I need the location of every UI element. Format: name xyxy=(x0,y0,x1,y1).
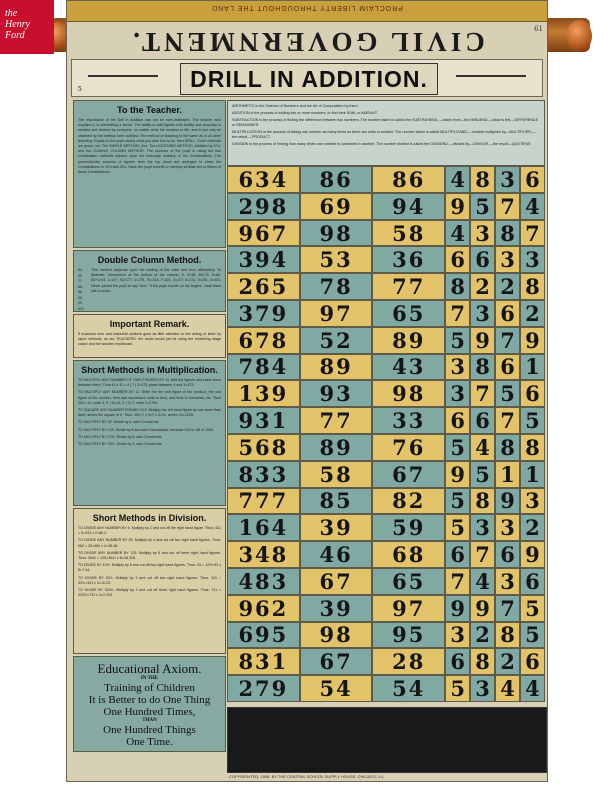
axiom-than: THAN xyxy=(142,718,157,723)
number-cell: 6 xyxy=(445,246,470,273)
logo-line: Henry xyxy=(5,19,30,30)
axiom-line: One Time. xyxy=(126,736,173,748)
number-cell: 93 xyxy=(300,380,373,407)
right-column xyxy=(227,100,545,702)
addition-drill-grid xyxy=(227,166,545,702)
number-cell: 265 xyxy=(227,273,300,300)
axiom-title: Educational Axiom. xyxy=(97,661,202,676)
number-cell: 8 xyxy=(495,220,520,247)
number-cell: 98 xyxy=(300,220,373,247)
number-cell: 2 xyxy=(470,273,495,300)
number-cell: 65 xyxy=(372,300,445,327)
number-cell: 9 xyxy=(470,595,495,622)
grid-row xyxy=(227,407,545,434)
number-cell: 678 xyxy=(227,327,300,354)
number-cell: 67 xyxy=(372,461,445,488)
logo-line: the xyxy=(5,8,18,19)
logo-line: Ford xyxy=(5,30,25,41)
number-cell: 59 xyxy=(372,514,445,541)
number-cell: 6 xyxy=(470,246,495,273)
rule-text: TO DIVIDE BY 333⅓. Multiply by 3 and cut off three right hand figures. Thus: 731 = 333⅓=731 x 3=2.193. xyxy=(78,588,221,598)
example-numbers: 64 39 77 68 98 36 29 431 xyxy=(78,268,84,311)
number-cell: 8 xyxy=(495,434,520,461)
number-cell: 94 xyxy=(372,193,445,220)
number-cell: 97 xyxy=(300,300,373,327)
number-cell: 5 xyxy=(445,434,470,461)
number-cell: 164 xyxy=(227,514,300,541)
number-cell: 65 xyxy=(372,568,445,595)
number-cell: 85 xyxy=(300,488,373,515)
double-column-section xyxy=(73,250,226,312)
number-cell: 9 xyxy=(495,488,520,515)
number-cell: 348 xyxy=(227,541,300,568)
axiom-line: One Hundred Things xyxy=(103,724,196,736)
number-cell: 43 xyxy=(372,354,445,381)
ornament-left xyxy=(88,75,158,77)
number-cell: 58 xyxy=(300,461,373,488)
remark-section xyxy=(73,314,226,358)
number-cell: 6 xyxy=(520,648,545,675)
definition-text: ADDITION is the process of adding two or more numbers, to find their SUM, or AMOUNT. xyxy=(232,111,378,115)
number-cell: 8 xyxy=(445,273,470,300)
number-cell: 4 xyxy=(470,434,495,461)
page-number-top: 61 xyxy=(534,25,543,33)
number-cell: 6 xyxy=(520,568,545,595)
number-cell: 394 xyxy=(227,246,300,273)
number-cell: 8 xyxy=(470,488,495,515)
number-cell: 95 xyxy=(372,622,445,649)
number-cell: 5 xyxy=(470,461,495,488)
number-cell: 3 xyxy=(495,246,520,273)
number-cell: 3 xyxy=(520,246,545,273)
number-cell: 6 xyxy=(495,541,520,568)
top-decorative-strip xyxy=(67,1,547,22)
grid-row xyxy=(227,220,545,247)
number-cell: 78 xyxy=(300,273,373,300)
number-cell: 3 xyxy=(470,514,495,541)
number-cell: 7 xyxy=(445,300,470,327)
strip-text: PROCLAIM LIBERTY THROUGHOUT THE LAND xyxy=(211,4,403,11)
number-cell: 695 xyxy=(227,622,300,649)
rule-text: TO DIVIDE ANY NUMBER BY 25. Multiply by 4 and cut off two right hand figures. Thus: 962 = 25=962 x 4=38.48. xyxy=(78,538,221,548)
number-cell: 4 xyxy=(445,166,470,193)
number-cell: 69 xyxy=(300,193,373,220)
number-cell: 77 xyxy=(372,273,445,300)
number-cell: 8 xyxy=(470,166,495,193)
number-cell: 3 xyxy=(470,300,495,327)
grid-row xyxy=(227,648,545,675)
number-cell: 139 xyxy=(227,380,300,407)
number-cell: 5 xyxy=(445,675,470,702)
ornament-right xyxy=(456,75,526,77)
wall-chart-poster xyxy=(66,0,548,782)
number-cell: 1 xyxy=(520,461,545,488)
grid-row xyxy=(227,675,545,702)
number-cell: 98 xyxy=(300,622,373,649)
number-cell: 2 xyxy=(470,622,495,649)
number-cell: 89 xyxy=(372,327,445,354)
number-cell: 568 xyxy=(227,434,300,461)
rule-text: TO MULTIPLY ANY NUMBER BY 11. Write the the unit figure of the product, the unit figure of the number, then add successive units to tens, and tens to hundreds, etc. Thus 254 x 11: write 4, 9 + 5=14, 2 + 5=7, write 2=2794. xyxy=(78,390,221,405)
number-cell: 46 xyxy=(300,541,373,568)
educational-axiom xyxy=(73,656,226,752)
number-cell: 8 xyxy=(520,273,545,300)
number-cell: 76 xyxy=(372,434,445,461)
rule-text: TO DIVIDE BY 33⅓. Multiply by 3 and cut off two right hand figures. Thus: 341 = 33⅓=341 x 3=10.23. xyxy=(78,575,221,585)
number-cell: 9 xyxy=(470,327,495,354)
number-cell: 8 xyxy=(495,622,520,649)
number-cell: 4 xyxy=(520,675,545,702)
number-cell: 6 xyxy=(520,380,545,407)
definitions-box xyxy=(227,100,545,166)
axiom-line: One Hundred Times, xyxy=(103,706,196,718)
number-cell: 3 xyxy=(445,622,470,649)
definition-text: DIVISION is the process of finding how many times one number is contained in another. The number divided is called the DIVIDEND,—divided by—DIVISOR,—the result—QUOTIENT. xyxy=(232,142,532,146)
number-cell: 4 xyxy=(470,568,495,595)
grid-row xyxy=(227,327,545,354)
number-cell: 7 xyxy=(470,380,495,407)
rules-list xyxy=(78,378,221,447)
title-band xyxy=(71,59,543,97)
number-cell: 36 xyxy=(372,246,445,273)
number-cell: 89 xyxy=(300,354,373,381)
number-cell: 3 xyxy=(445,380,470,407)
rule-text: TO DIVIDE ANY NUMBER BY 5. Multiply by 2 and cut off the right hand figure. Thus: 431 = 5=431 x 2=86.2. xyxy=(78,526,221,536)
rules-list xyxy=(78,526,221,598)
number-cell: 962 xyxy=(227,595,300,622)
section-title: Short Methods in Multiplication. xyxy=(81,365,218,375)
number-cell: 3 xyxy=(495,568,520,595)
number-cell: 7 xyxy=(495,595,520,622)
number-cell: 7 xyxy=(495,407,520,434)
section-title: Short Methods in Division. xyxy=(92,513,207,523)
number-cell: 5 xyxy=(495,380,520,407)
number-cell: 3 xyxy=(495,514,520,541)
number-cell: 931 xyxy=(227,407,300,434)
number-cell: 54 xyxy=(372,675,445,702)
number-cell: 5 xyxy=(520,407,545,434)
section-body: This method depends upon the adding of the units and tens alternately. To illustrate: Commence at the bottom of the column; 9, 8=38, 68=75, 8=83, 83+1=93, 1=107, 93=177, 1=179, 75=214, 7=221, 4=227, 6=231, 9=251, 4=431. Never permit the pupil to say "and." If the pupil counts on his fingers, mark them with a cross. xyxy=(91,268,221,293)
number-cell: 9 xyxy=(445,193,470,220)
number-cell: 82 xyxy=(372,488,445,515)
number-cell: 967 xyxy=(227,220,300,247)
number-cell: 9 xyxy=(520,327,545,354)
grid-row xyxy=(227,273,545,300)
number-cell: 3 xyxy=(495,166,520,193)
grid-row xyxy=(227,488,545,515)
number-cell: 9 xyxy=(445,595,470,622)
grid-row xyxy=(227,622,545,649)
section-body: The importance of the Drill in Addition can not be over-estimated. The teacher who explains it, is committing a sense. The ability to add figures with facility and accuracy is needed and desired by everyone, no matter what his vocation in life, and it can only be obtained by the method here outlined. The method of teaching in the same as in all other teaching. Explain to the pupil clearly what you wish him to do, then DRILL. Three methods are given: 1st. The SIMPLE METHOD; 2nd. The LIGHTNING METHOD, Addition by 10's; and the DOUBLE COLUMN METHOD. The success of the pupil in using the two combination methods depend upon the thorough mastery of the Combinations. The perpendicular columns of figures from the top down are arranged to show the Combinations in 10's and 20's. Have the pupil commit to memory at least ten or fifteen of these Combinations. xyxy=(78,118,221,175)
number-cell: 58 xyxy=(372,220,445,247)
number-cell: 3 xyxy=(445,354,470,381)
grid-row xyxy=(227,541,545,568)
rule-text: TO MULTIPLY BY 25. Divide by 4, add 2 hundreds. xyxy=(78,420,160,425)
section-title: To the Teacher. xyxy=(117,105,182,115)
number-cell: 68 xyxy=(372,541,445,568)
number-cell: 77 xyxy=(300,407,373,434)
axiom-line: It is Better to do One Thing xyxy=(88,694,211,706)
multiplication-section xyxy=(73,360,226,506)
number-cell: 4 xyxy=(520,193,545,220)
rule-text: TO DIVIDE ANY NUMBER BY 125. Multiply by 8 and cut off three right hand figures. Thus: 3541 = 125=3541 x 8=28.328. xyxy=(78,550,221,561)
number-cell: 3 xyxy=(470,675,495,702)
definition-text: MULTIPLICATION is the process of taking one number as many times as there are units in another. The number taken is called MULTIPLICAND,—number multiplied by—MULTIPLIER,—the result,—PRODUCT. xyxy=(232,130,536,139)
number-cell: 52 xyxy=(300,327,373,354)
number-cell: 8 xyxy=(470,354,495,381)
page-title: DRILL IN ADDITION. xyxy=(180,63,438,95)
number-cell: 4 xyxy=(445,220,470,247)
number-cell: 483 xyxy=(227,568,300,595)
number-cell: 28 xyxy=(372,648,445,675)
number-cell: 39 xyxy=(300,514,373,541)
number-cell: 1 xyxy=(495,461,520,488)
number-cell: 8 xyxy=(520,434,545,461)
rule-text: TO MULTIPLY BY 12½. Divide by 8, add 2 hundreds. xyxy=(78,434,163,439)
section-title: Important Remark. xyxy=(109,319,190,329)
grid-row xyxy=(227,166,545,193)
roller-knob-right xyxy=(566,20,592,52)
number-cell: 6 xyxy=(495,300,520,327)
page-number-left: 5 xyxy=(78,86,82,93)
number-cell: 39 xyxy=(300,595,373,622)
number-cell: 97 xyxy=(372,595,445,622)
teacher-section xyxy=(73,100,226,248)
grid-row xyxy=(227,193,545,220)
grid-row xyxy=(227,568,545,595)
number-cell: 5 xyxy=(470,193,495,220)
number-cell: 33 xyxy=(372,407,445,434)
rule-text: TO SQUARE ANY NUMBER ENDING IN 5. Multiply the left hand figure by one more than itself, annex the square of 5. Thus: 352=7 x 3=7 x 4=12, annex 25=1225. xyxy=(78,408,221,418)
number-cell: 379 xyxy=(227,300,300,327)
number-cell: 4 xyxy=(495,675,520,702)
number-cell: 2 xyxy=(520,514,545,541)
number-cell: 5 xyxy=(520,622,545,649)
number-cell: 634 xyxy=(227,166,300,193)
rule-text: TO MULTIPLY BY 33⅓. Divide by 3, add 2 hundreds. xyxy=(78,442,163,447)
number-cell: 89 xyxy=(300,434,373,461)
number-cell: 67 xyxy=(300,568,373,595)
grid-row xyxy=(227,246,545,273)
number-cell: 53 xyxy=(300,246,373,273)
axiom-in-the: IN THE xyxy=(140,676,159,681)
grid-row xyxy=(227,354,545,381)
number-cell: 86 xyxy=(300,166,373,193)
number-cell: 9 xyxy=(445,461,470,488)
number-cell: 7 xyxy=(470,541,495,568)
section-body: If business men and industrial workers gave as little attention to the acting of labor by rapid methods, as our TEACHERS, the world would yet be using the lumbering stage coach and the wooden moldboard. xyxy=(78,332,221,347)
number-cell: 67 xyxy=(300,648,373,675)
number-cell: 777 xyxy=(227,488,300,515)
grid-row xyxy=(227,514,545,541)
number-cell: 831 xyxy=(227,648,300,675)
number-cell: 5 xyxy=(520,595,545,622)
number-cell: 279 xyxy=(227,675,300,702)
number-cell: 6 xyxy=(470,407,495,434)
number-cell: 98 xyxy=(372,380,445,407)
grid-row xyxy=(227,300,545,327)
number-cell: 6 xyxy=(445,648,470,675)
number-cell: 298 xyxy=(227,193,300,220)
number-cell: 5 xyxy=(445,488,470,515)
number-cell: 1 xyxy=(520,354,545,381)
copyright-footer: COPYRIGHTED, 1908, BY THE CENTRAL SCHOOL SUPPLY HOUSE, CHICAGO, ILL. xyxy=(228,774,386,779)
number-cell: 5 xyxy=(445,327,470,354)
rule-text: TO MULTIPLY BY 125. Divide by 8 and add 3 thousands, because 125 is 1/8 of 1000. xyxy=(78,427,215,432)
number-cell: 833 xyxy=(227,461,300,488)
definition-text: ARITHMETIC is the Science of Numbers and the Art of Computation by them. xyxy=(232,104,359,108)
upside-down-title: CIVIL GOVERNMENT. xyxy=(129,27,485,57)
definition-text: SUBTRACTION is the process of finding the difference between two numbers. The number taken is called the SUBTRAHEND, —taken from—the MINUEND,—what is left,—DIFFERENCE or REMAINDER. xyxy=(232,118,539,127)
grid-row xyxy=(227,461,545,488)
blackboard-area xyxy=(227,707,547,773)
number-cell: 3 xyxy=(470,220,495,247)
number-cell: 7 xyxy=(445,568,470,595)
number-cell: 7 xyxy=(495,193,520,220)
number-cell: 2 xyxy=(495,648,520,675)
number-cell: 86 xyxy=(372,166,445,193)
rule-text: TO DIVIDE BY 12½. Multiply by 8 and cut off two right hand figures. Thus: 93 = 12½=93 x 8=7.44. xyxy=(78,563,221,573)
number-cell: 2 xyxy=(495,273,520,300)
number-cell: 6 xyxy=(520,166,545,193)
number-cell: 54 xyxy=(300,675,373,702)
number-cell: 7 xyxy=(495,327,520,354)
number-cell: 8 xyxy=(470,648,495,675)
number-cell: 6 xyxy=(445,407,470,434)
axiom-line: Training of Children xyxy=(104,682,195,694)
number-cell: 784 xyxy=(227,354,300,381)
number-cell: 9 xyxy=(520,541,545,568)
section-title: Double Column Method. xyxy=(97,255,202,265)
rule-text: TO MULTIPLY ANY NUMBER OF TWO FIGURES BY 11. Add the figures and place them between them. Thus 43 x 11 = 4 | 7 | 3=473; place between 4 and 3=473. xyxy=(78,378,221,388)
henry-ford-logo xyxy=(0,0,54,54)
number-cell: 7 xyxy=(520,220,545,247)
number-cell: 5 xyxy=(445,514,470,541)
left-column xyxy=(73,100,226,780)
number-cell: 6 xyxy=(495,354,520,381)
number-cell: 2 xyxy=(520,300,545,327)
number-cell: 6 xyxy=(445,541,470,568)
number-cell: 3 xyxy=(520,488,545,515)
grid-row xyxy=(227,434,545,461)
grid-row xyxy=(227,595,545,622)
division-section xyxy=(73,508,226,654)
grid-row xyxy=(227,380,545,407)
